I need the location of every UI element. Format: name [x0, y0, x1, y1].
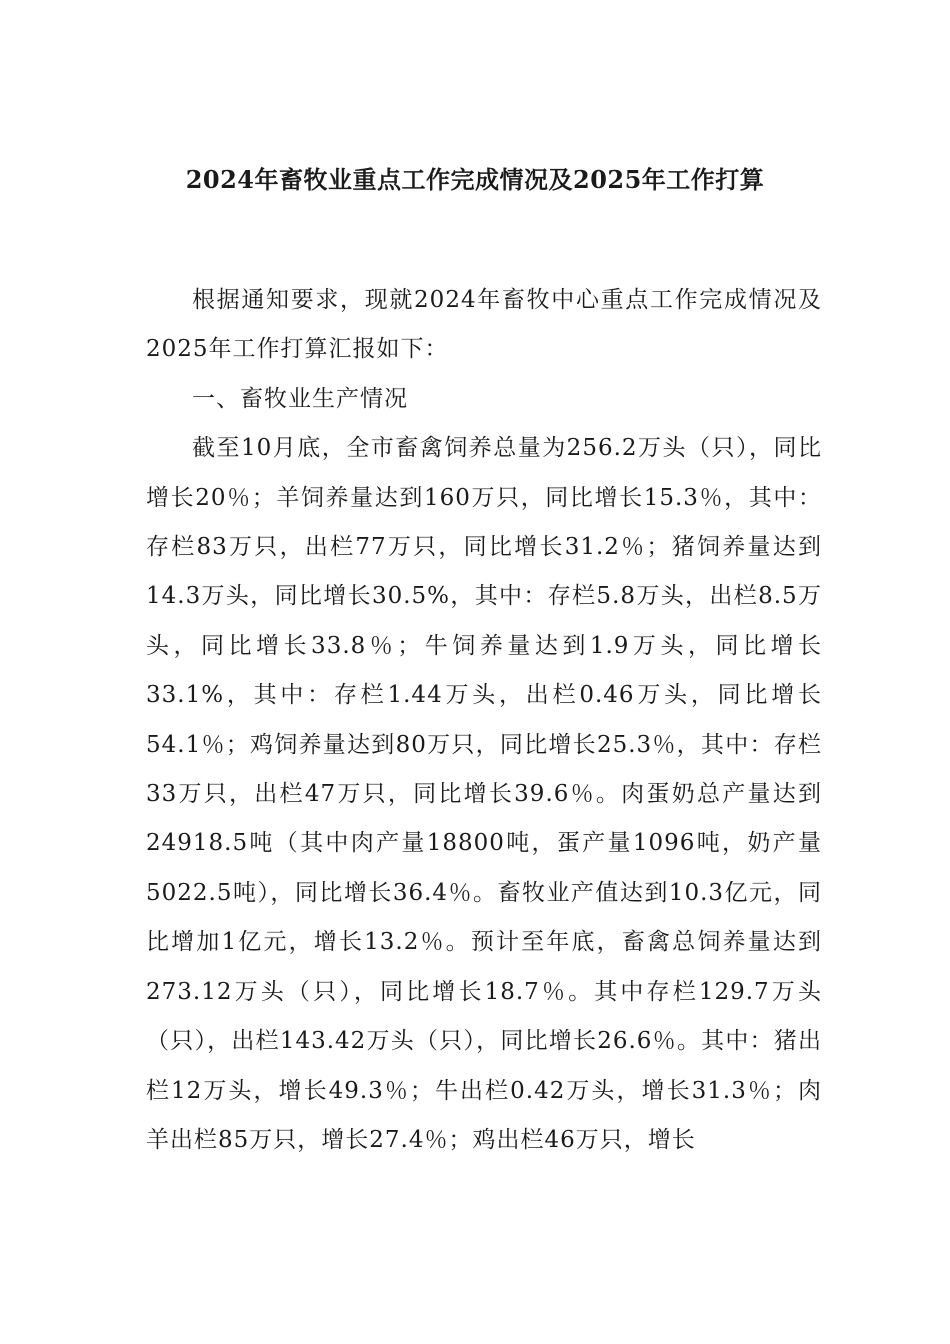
document-body	[146, 276, 822, 1165]
production-paragraph: 截至10月底，全市畜禽饲养总量为256.2万头（只），同比增长20％；羊饲养量达到160万只，同比增长15.3％，其中：存栏83万只，出栏77万只，同比增长31.2％；猪饲养量达到14.3万头，同比增长30.5%，其中：存栏5.8万头，出栏8.5万头，同比增长33.8％；牛饲养量达到1.9万头，同比增长33.1%，其中：存栏1.44万头，出栏0.46万头，同比增长54.1％；鸡饲养量达到80万只，同比增长25.3％，其中：存栏33万只，出栏47万只，同比增长39.6％。肉蛋奶总产量达到24918.5吨（其中肉产量18800吨，蛋产量1096吨，奶产量5022.5吨），同比增长36.4％。畜牧业产值达到10.3亿元，同比增加1亿元，增长13.2％。预计至年底，畜禽总饲养量达到273.12万头（只），同比增长18.7％。其中存栏129.7万头（只），出栏143.42万头（只），同比增长26.6％。其中：猪出栏12万头，增长49.3％；牛出栏0.42万头，增长31.3％；肉羊出栏85万只，增长27.4％；鸡出栏46万只，增长	[146, 435, 822, 1153]
intro-paragraph: 根据通知要求，现就2024年畜牧中心重点工作完成情况及2025年工作打算汇报如下：	[146, 287, 822, 363]
document-title: 2024年畜牧业重点工作完成情况及2025年工作打算	[185, 165, 765, 194]
section-heading: 一、畜牧业生产情况	[192, 385, 408, 412]
